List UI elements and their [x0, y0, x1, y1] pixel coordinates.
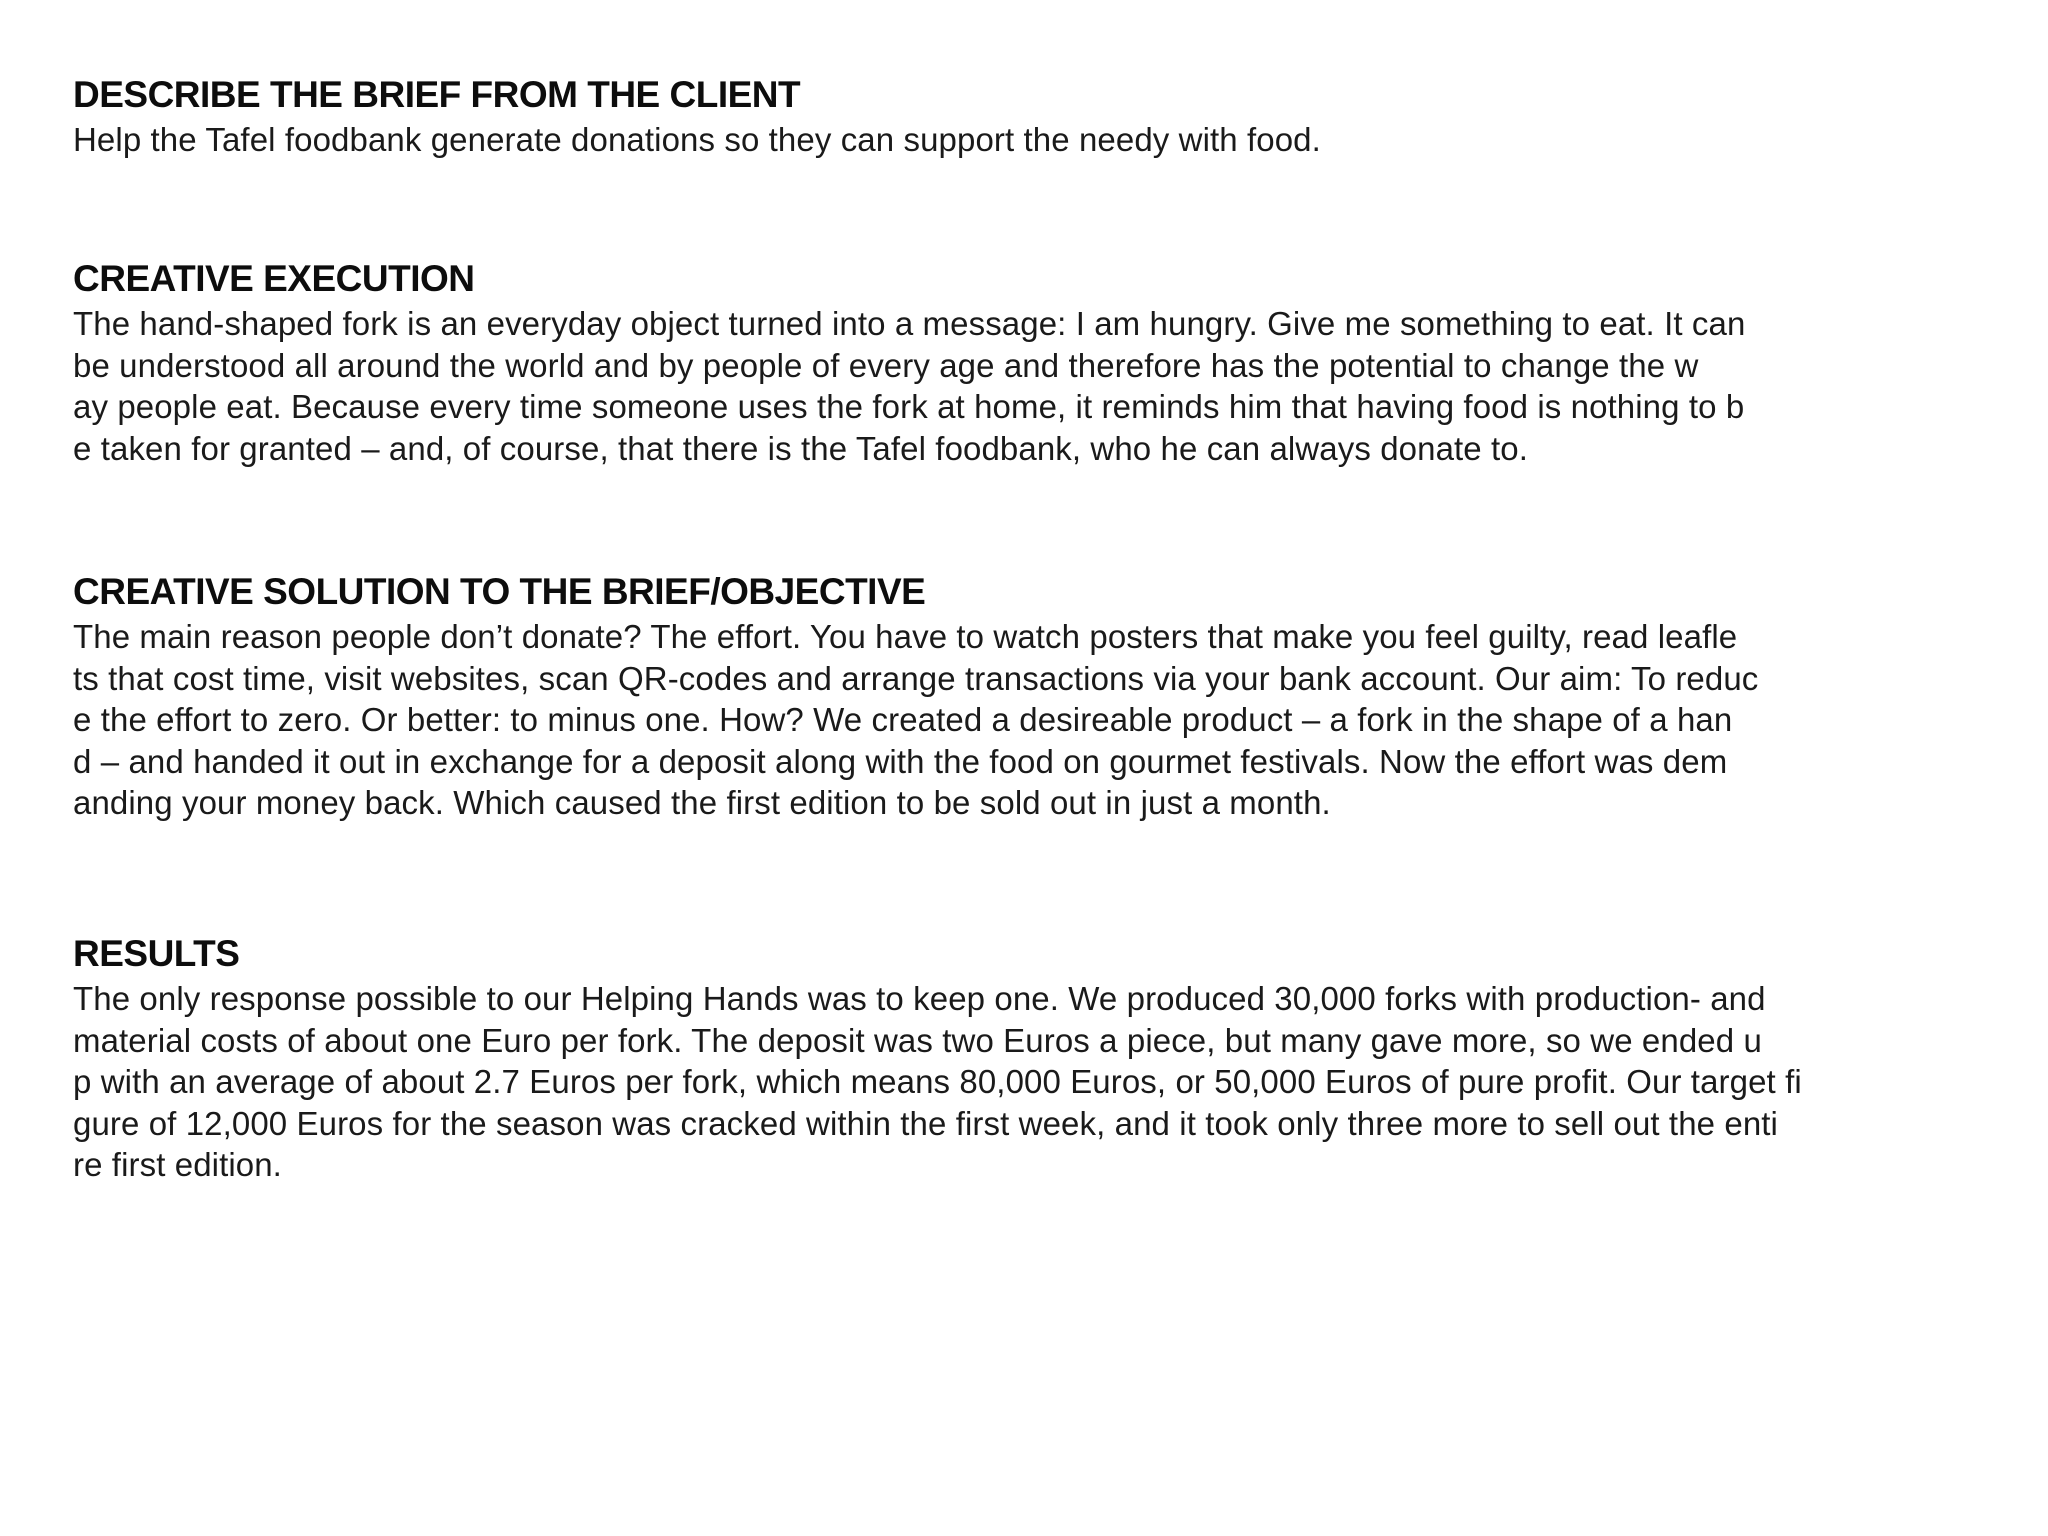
body-line: The main reason people don’t donate? The effort. You have to watch posters that make you feel guilty, read leafle [73, 618, 1738, 655]
section-body-creative-execution [73, 303, 2013, 469]
section-creative-solution [73, 570, 2013, 824]
body-line: ts that cost time, visit websites, scan QR-codes and arrange transactions via your bank account. Our aim: To reduc [73, 659, 1759, 697]
body-line: The only response possible to our Helping Hands was to keep one. We produced 30,000 forks with production- and [73, 980, 1766, 1017]
section-results [73, 932, 2013, 1186]
section-creative-execution [73, 257, 2013, 469]
body-line: d – and handed it out in exchange for a deposit along with the food on gourmet festivals. Now the effort was dem [73, 742, 1728, 780]
body-line: e taken for granted – and, of course, that there is the Tafel foodbank, who he can always donate to. [73, 429, 1529, 467]
section-heading-creative-execution: CREATIVE EXECUTION [73, 258, 475, 299]
section-heading-results: RESULTS [73, 933, 240, 974]
section-heading-creative-solution: CREATIVE SOLUTION TO THE BRIEF/OBJECTIVE [73, 571, 926, 612]
body-line: Help the Tafel foodbank generate donations so they can support the needy with food. [73, 121, 1321, 158]
body-line: re first edition. [73, 1146, 282, 1183]
section-body-creative-solution [73, 616, 2013, 824]
body-line: material costs of about one Euro per fork. The deposit was two Euros a piece, but many gave more, so we ended u [73, 1021, 1762, 1059]
body-line: gure of 12,000 Euros for the season was cracked within the first week, and it took only three more to sell out the enti [73, 1104, 1778, 1142]
body-line: The hand-shaped fork is an everyday object turned into a message: I am hungry. Give me something to eat. It can [73, 305, 1746, 342]
body-line: ay people eat. Because every time someone uses the fork at home, it reminds him that having food is nothing to b [73, 388, 1745, 425]
body-line: be understood all around the world and by people of every age and therefore has the potential to change the w [73, 346, 1699, 384]
section-body-brief [73, 119, 2013, 161]
body-line: anding your money back. Which caused the first edition to be sold out in just a month. [73, 784, 1331, 821]
section-heading-brief: DESCRIBE THE BRIEF FROM THE CLIENT [73, 74, 801, 115]
body-line: e the effort to zero. Or better: to minus one. How? We created a desireable product – a fork in the shape of a han [73, 701, 1733, 738]
section-brief [73, 73, 2013, 161]
body-line: p with an average of about 2.7 Euros per fork, which means 80,000 Euros, or 50,000 Euros of pure profit. Our target fi [73, 1063, 1802, 1100]
section-body-results [73, 978, 2013, 1186]
